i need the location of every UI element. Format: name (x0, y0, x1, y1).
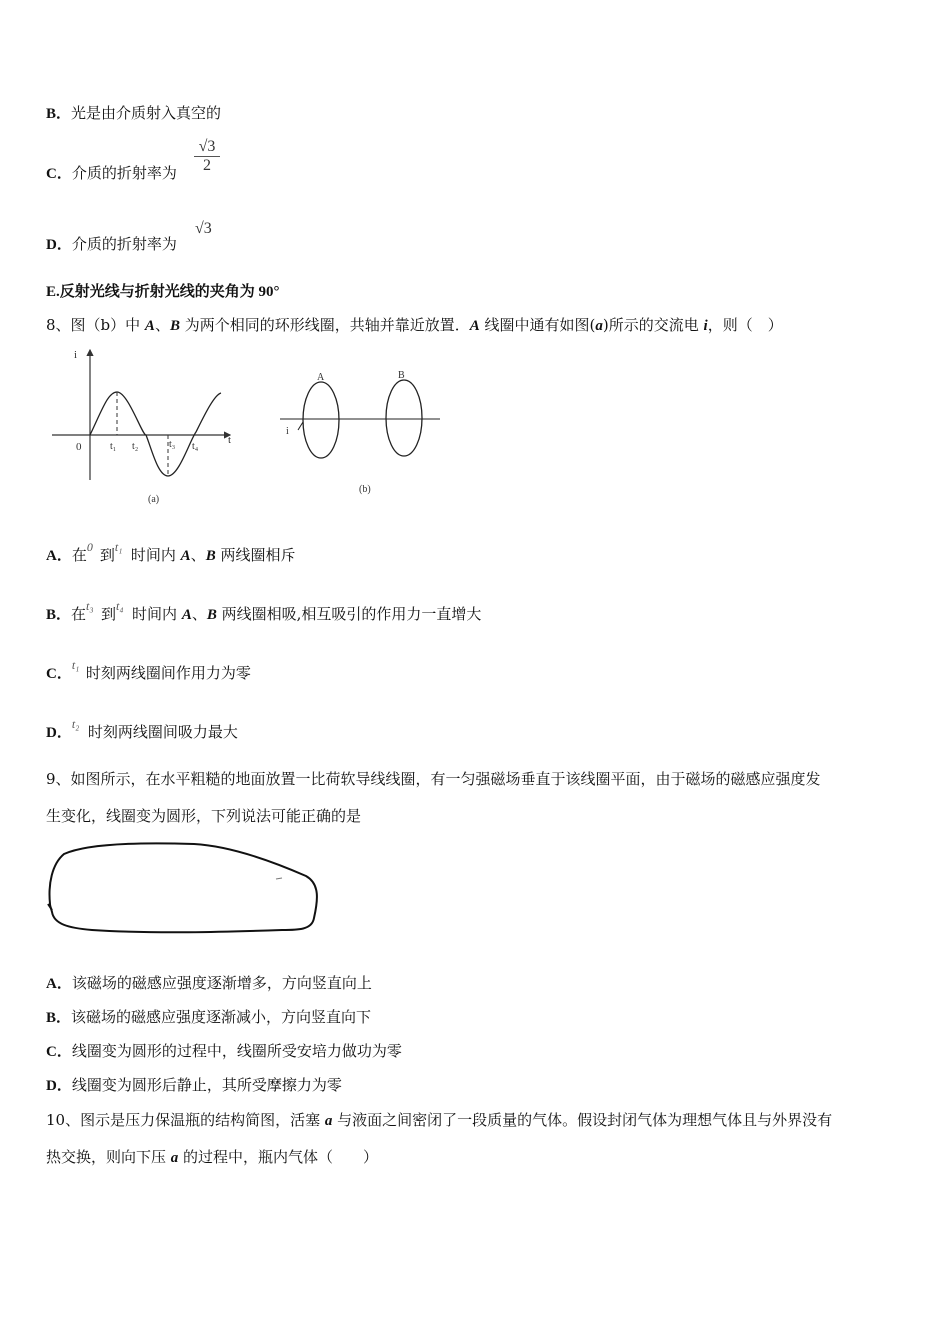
option-text: 时刻两线圈间作用力为零 (85, 664, 251, 682)
symbol-from: t₃ (86, 599, 94, 613)
tick-t4: t₄ (192, 441, 199, 452)
symbol-to: t₁ (114, 540, 123, 554)
tick-t2: t₂ (132, 441, 139, 452)
coil-a-label: A (317, 372, 325, 383)
option-text: 线圈变为圆形的过程中，线圈所受安培力做功为零 (71, 1042, 402, 1060)
option-text: 该磁场的磁感应强度逐渐增多，方向竖直向上 (71, 974, 372, 992)
option-text: 到 (99, 546, 115, 564)
option-label: C． (46, 1044, 72, 1060)
tick-t1: t₁ (110, 441, 117, 452)
q9-option-d (46, 1074, 342, 1095)
option-text: 线圈变为圆形后静止，其所受摩擦力为零 (71, 1076, 342, 1094)
q8-option-d (46, 717, 238, 742)
option-text: 时间内 (132, 605, 182, 623)
fig-a-symbol: a (595, 318, 603, 334)
option-label: D． (46, 237, 72, 253)
symbol-from: 0 (86, 540, 93, 554)
symbol-to: t₄ (116, 599, 124, 613)
option-text: 两线圈相吸,相互吸引的作用力一直增大 (216, 605, 482, 623)
coil-a-symbol: A (180, 548, 191, 564)
current-symbol: i (703, 318, 708, 334)
pen-mark (276, 878, 282, 879)
stem-text: ，则（ ） (707, 316, 783, 334)
tick-t3: t₃ (169, 439, 176, 450)
option-text: 在 (71, 546, 87, 564)
stem-text: 、 (154, 316, 170, 334)
coil-a-symbol: A (144, 318, 155, 334)
symbol-t2: t₂ (71, 717, 80, 731)
stem-text: 与液面之间密闭了一段质量的气体。假设封闭气体为理想气体且与外界没有 (332, 1111, 833, 1129)
coil-a-ellipse (303, 382, 339, 458)
option-label: C． (46, 166, 72, 182)
option-text: 介质的折射率为 (71, 235, 177, 253)
x-axis-label: t (228, 434, 232, 446)
q9-option-b (46, 1006, 371, 1027)
option-label: B． (46, 1010, 72, 1026)
option-text: 时刻两线圈间吸力最大 (87, 723, 238, 741)
figure-caption: (b) (359, 484, 371, 495)
stem-text: 为两个相同的环形线圈，共轴并靠近放置． (179, 316, 470, 334)
wire-loop-curve (50, 843, 317, 932)
symbol-t1: t₁ (71, 658, 80, 672)
figure-b-coaxial-coils (270, 360, 450, 500)
q10-stem-line2 (46, 1146, 378, 1167)
coil-b-symbol: B (205, 548, 216, 564)
stem-text: 10、图示是压力保温瓶的结构简图，活塞 (46, 1111, 325, 1129)
option-text: 、 (191, 605, 207, 623)
option-text: 时间内 (130, 546, 181, 564)
sqrt3-value: √3 (195, 220, 212, 237)
q7-option-d (46, 233, 177, 254)
coil-b-symbol: B (206, 607, 217, 623)
q8-option-c (46, 658, 251, 683)
piston-symbol: a (324, 1113, 333, 1129)
fraction-denominator: 2 (203, 157, 211, 174)
figure-a-current-graph (46, 340, 246, 510)
q7-option-b (46, 102, 221, 123)
option-text: 两线圈相斥 (215, 546, 296, 564)
option-label: D． (46, 725, 72, 741)
stem-text: )所示的交流电 (602, 316, 704, 334)
question-number: 8、 (46, 316, 71, 334)
figure-wire-loop (44, 838, 324, 938)
piston-symbol: a (170, 1150, 179, 1166)
coil-b-ellipse (386, 380, 422, 456)
fraction-sqrt3-over-2 (194, 138, 220, 175)
figure-caption: (a) (148, 494, 160, 505)
fraction-numerator: √3 (194, 138, 220, 157)
option-label: B． (46, 106, 72, 122)
q8-option-a (46, 540, 296, 565)
option-label: A． (46, 548, 72, 564)
coil-b-symbol: B (169, 318, 180, 334)
option-text: 到 (101, 605, 117, 623)
current-arrow (298, 422, 303, 430)
q8-option-b (46, 599, 482, 624)
option-label: A． (46, 976, 72, 992)
coil-a-symbol: A (181, 607, 192, 623)
option-text: 、 (190, 546, 206, 564)
q9-option-a (46, 972, 372, 993)
q9-stem-line1: 9、如图所示，在水平粗糙的地面放置一比荷软导线线圈，有一匀强磁场垂直于该线圈平面，由于磁场的磁感应强度发 (46, 770, 821, 788)
current-sine-curve (90, 392, 221, 476)
q8-stem (46, 314, 783, 335)
option-label: C． (46, 666, 72, 682)
q9-option-c (46, 1040, 402, 1061)
option-text: 该磁场的磁感应强度逐渐减小，方向竖直向下 (71, 1008, 372, 1026)
stem-text: 的过程中，瓶内气体（ ） (178, 1148, 379, 1166)
q10-stem-line1 (46, 1109, 832, 1130)
stem-text: 图（b）中 (70, 316, 145, 334)
stem-text: 线圈中通有如图( (479, 316, 596, 334)
q9-stem-line2: 生变化，线圈变为圆形，下列说法可能正确的是 (46, 807, 362, 825)
option-text: 介质的折射率为 (71, 164, 177, 182)
current-label: i (286, 426, 289, 437)
stem-text: 热交换，则向下压 (46, 1148, 171, 1166)
q7-option-c (46, 162, 177, 183)
q7-option-e: E.反射光线与折射光线的夹角为 90° (46, 284, 280, 300)
y-axis-label: i (74, 349, 78, 361)
origin-label: 0 (76, 441, 82, 453)
coil-b-label: B (398, 370, 405, 381)
option-text: 光是由介质射入真空的 (71, 104, 222, 122)
option-label: B． (46, 607, 72, 623)
option-text: 在 (71, 605, 87, 623)
option-label: D． (46, 1078, 72, 1094)
coil-a-symbol: A (469, 318, 480, 334)
